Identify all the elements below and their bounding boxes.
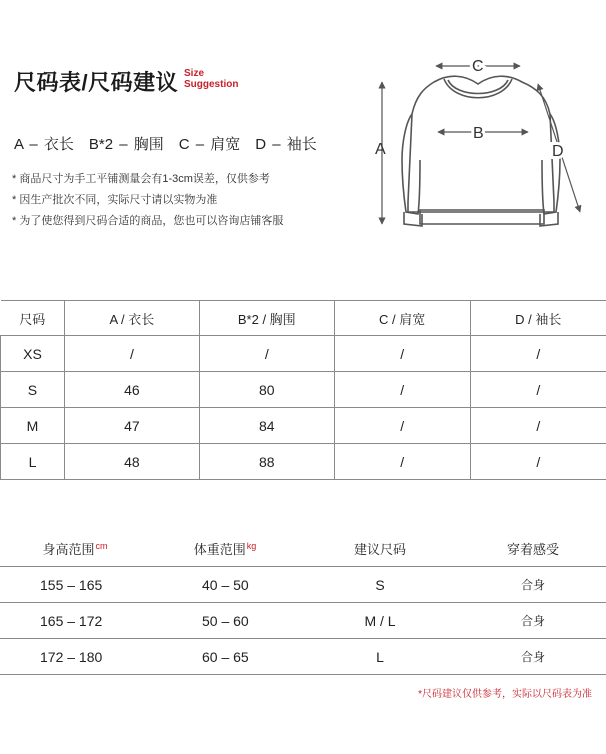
size-table <box>0 300 606 480</box>
table-row <box>0 639 606 675</box>
cell: / <box>470 336 606 372</box>
note-3: * 为了使您得到尺码合适的商品，您也可以咨询店铺客服 <box>12 215 284 227</box>
header-sleeve: D / 袖长 <box>470 301 606 336</box>
title-english-line1: Size <box>184 68 205 79</box>
suggestion-table-header <box>0 530 606 567</box>
cell: 60 – 65 <box>150 639 300 675</box>
unit-kg: kg <box>246 540 257 551</box>
cell: L <box>300 639 460 675</box>
cell: 84 <box>199 408 334 444</box>
page-title: 尺码表/尺码建议 <box>14 70 179 95</box>
header-shoulder: C / 肩宽 <box>334 301 470 336</box>
header-chest: B*2 / 胸围 <box>199 301 334 336</box>
cell: / <box>64 336 199 372</box>
cell: 155 – 165 <box>0 567 150 603</box>
table-row <box>1 372 606 408</box>
cell: 40 – 50 <box>150 567 300 603</box>
note-1: * 商品尺寸为手工平铺测量会有1-3cm误差，仅供参考 <box>12 173 270 185</box>
cell: 合身 <box>460 639 606 675</box>
cell: / <box>334 372 470 408</box>
cell: / <box>334 408 470 444</box>
cell: M <box>1 408 65 444</box>
cell: 50 – 60 <box>150 603 300 639</box>
diagram-label-c: C <box>472 58 484 75</box>
size-table-header <box>1 301 606 336</box>
cell: / <box>470 408 606 444</box>
cell: 172 – 180 <box>0 639 150 675</box>
cell: 合身 <box>460 603 606 639</box>
cell: S <box>300 567 460 603</box>
size-suggestion-table <box>0 530 606 675</box>
header-suggested-size: 建议尺码 <box>300 530 460 567</box>
header-fit: 穿着感受 <box>460 530 606 567</box>
table-row <box>1 444 606 480</box>
header-size: 尺码 <box>1 301 65 336</box>
diagram-label-b: B <box>473 125 484 142</box>
cell: 合身 <box>460 567 606 603</box>
header-weight: 体重范围$^{kg}$ <box>150 530 300 567</box>
cell: 88 <box>199 444 334 480</box>
cell: 46 <box>64 372 199 408</box>
cell: / <box>334 444 470 480</box>
table-row <box>0 603 606 639</box>
footnote: *尺码建议仅供参考，实际以尺码表为准 <box>418 689 592 700</box>
unit-cm: cm <box>95 540 108 551</box>
title-english-line2: Suggestion <box>184 79 239 90</box>
cell: 48 <box>64 444 199 480</box>
sweater-outline-icon <box>402 76 560 226</box>
cell: / <box>470 372 606 408</box>
header-length: A / 衣长 <box>64 301 199 336</box>
cell: / <box>470 444 606 480</box>
table-row <box>1 408 606 444</box>
cell: M / L <box>300 603 460 639</box>
diagram-label-a: A <box>375 141 386 158</box>
table-row <box>1 336 606 372</box>
title-english <box>184 68 238 90</box>
cell: S <box>1 372 65 408</box>
sweater-diagram <box>368 52 598 237</box>
cell: XS <box>1 336 65 372</box>
diagram-label-d: D <box>552 143 564 160</box>
cell: 80 <box>199 372 334 408</box>
table-row <box>0 567 606 603</box>
notes-list <box>12 171 283 234</box>
cell: 165 – 172 <box>0 603 150 639</box>
cell: L <box>1 444 65 480</box>
measurement-legend: A – 衣长 B*2 – 胸围 C – 肩宽 D – 袖长 <box>14 136 317 153</box>
cell: / <box>334 336 470 372</box>
cell: / <box>199 336 334 372</box>
cell: 47 <box>64 408 199 444</box>
header-height: 身高范围$^{cm}$ <box>0 530 150 567</box>
note-2: * 因生产批次不同，实际尺寸请以实物为准 <box>12 194 218 206</box>
